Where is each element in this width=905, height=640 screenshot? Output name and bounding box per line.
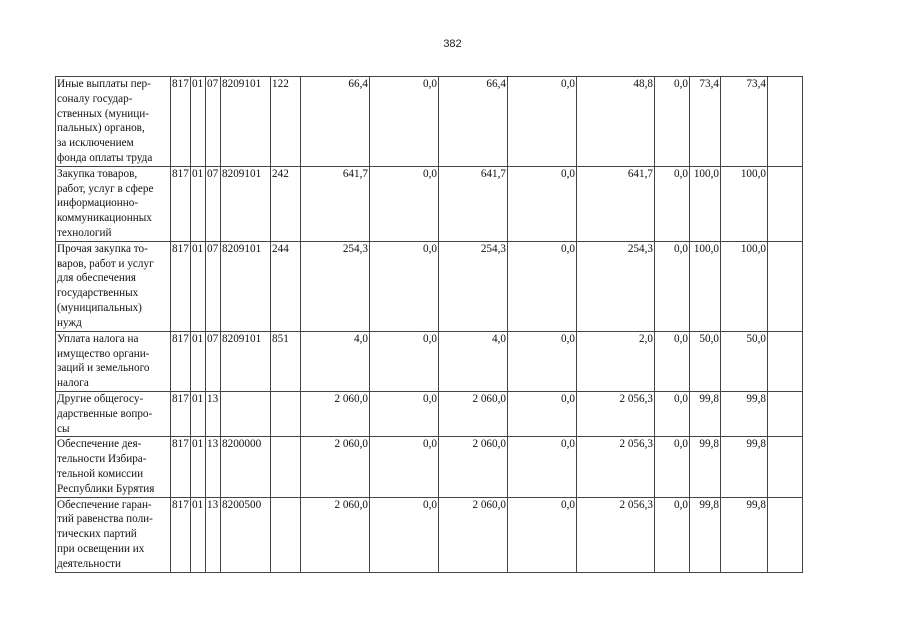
- table-row: [56, 437, 803, 497]
- expense-name-cell: [56, 391, 171, 436]
- target-article-cell: [221, 391, 271, 436]
- executed-extra-cell: 0,0: [655, 391, 690, 436]
- approved-amount-cell: 66,4: [301, 77, 370, 167]
- section-code-cell: 01: [191, 497, 206, 572]
- expense-name-line: коммуникационных: [57, 212, 152, 225]
- expense-name-line: соналу государ-: [57, 92, 133, 105]
- expense-type-cell: [271, 437, 301, 497]
- table-row: [56, 241, 803, 331]
- percent-plan-cell: 50,0: [690, 331, 721, 391]
- expense-type-cell: 851: [271, 331, 301, 391]
- ved-code-cell: 817: [171, 497, 191, 572]
- percent-refined-cell: 99,8: [721, 437, 768, 497]
- section-code-cell: 01: [191, 166, 206, 241]
- table-row: [56, 391, 803, 436]
- expense-name-line: технологий: [57, 226, 112, 239]
- expense-name-line: дарственные вопро-: [57, 407, 153, 420]
- expense-name-line: за исключением: [57, 137, 134, 150]
- refined-extra-cell: 0,0: [508, 166, 577, 241]
- approved-amount-cell: 2 060,0: [301, 437, 370, 497]
- subsection-code-cell: 13: [206, 391, 221, 436]
- percent-plan-cell: 100,0: [690, 241, 721, 331]
- executed-amount-cell: 2 056,3: [577, 497, 655, 572]
- expense-name-line: Обеспечение дея-: [57, 438, 142, 451]
- subsection-code-cell: 13: [206, 497, 221, 572]
- expense-name-line: тических партий: [57, 528, 137, 541]
- expense-name-cell: [56, 331, 171, 391]
- refined-amount-cell: 254,3: [439, 241, 508, 331]
- approved-amount-cell: 641,7: [301, 166, 370, 241]
- executed-amount-cell: 2 056,3: [577, 391, 655, 436]
- expense-name-line: Другие общегосу-: [57, 392, 144, 405]
- empty-cell: [768, 391, 803, 436]
- expense-name-cell: [56, 166, 171, 241]
- approved-extra-cell: 0,0: [370, 241, 439, 331]
- percent-refined-cell: 73,4: [721, 77, 768, 167]
- budget-table: [55, 76, 803, 573]
- target-article-cell: 8209101: [221, 166, 271, 241]
- percent-refined-cell: 100,0: [721, 241, 768, 331]
- empty-cell: [768, 166, 803, 241]
- table-row: [56, 497, 803, 572]
- section-code-cell: 01: [191, 77, 206, 167]
- section-code-cell: 01: [191, 241, 206, 331]
- ved-code-cell: 817: [171, 166, 191, 241]
- expense-name-line: тельности Избира-: [57, 453, 147, 466]
- approved-amount-cell: 4,0: [301, 331, 370, 391]
- section-code-cell: 01: [191, 437, 206, 497]
- refined-amount-cell: 66,4: [439, 77, 508, 167]
- expense-name-line: ственных (муници-: [57, 107, 149, 120]
- percent-refined-cell: 99,8: [721, 497, 768, 572]
- expense-name-line: пальных) органов,: [57, 122, 145, 135]
- ved-code-cell: 817: [171, 391, 191, 436]
- table-row: [56, 77, 803, 167]
- percent-refined-cell: 99,8: [721, 391, 768, 436]
- empty-cell: [768, 497, 803, 572]
- empty-cell: [768, 241, 803, 331]
- expense-name-line: имущество органи-: [57, 347, 150, 360]
- expense-name-line: тий равенства поли-: [57, 513, 153, 526]
- expense-name-cell: [56, 241, 171, 331]
- expense-name-line: Закупка товаров,: [57, 167, 138, 180]
- target-article-cell: 8209101: [221, 241, 271, 331]
- expense-name-line: нужд: [57, 316, 82, 329]
- percent-plan-cell: 99,8: [690, 497, 721, 572]
- refined-amount-cell: 2 060,0: [439, 497, 508, 572]
- expense-name-line: Уплата налога на: [57, 332, 139, 345]
- empty-cell: [768, 77, 803, 167]
- expense-name-line: деятельности: [57, 557, 122, 570]
- refined-extra-cell: 0,0: [508, 391, 577, 436]
- executed-extra-cell: 0,0: [655, 77, 690, 167]
- expense-name-line: работ, услуг в сфере: [57, 182, 154, 195]
- ved-code-cell: 817: [171, 437, 191, 497]
- subsection-code-cell: 13: [206, 437, 221, 497]
- subsection-code-cell: 07: [206, 166, 221, 241]
- refined-amount-cell: 4,0: [439, 331, 508, 391]
- subsection-code-cell: 07: [206, 241, 221, 331]
- expense-name-cell: [56, 77, 171, 167]
- subsection-code-cell: 07: [206, 331, 221, 391]
- expense-type-cell: 244: [271, 241, 301, 331]
- refined-extra-cell: 0,0: [508, 497, 577, 572]
- expense-name-line: для обеспечения: [57, 272, 136, 285]
- executed-extra-cell: 0,0: [655, 166, 690, 241]
- expense-name-line: Республики Бурятия: [57, 482, 155, 495]
- percent-plan-cell: 73,4: [690, 77, 721, 167]
- approved-extra-cell: 0,0: [370, 437, 439, 497]
- percent-plan-cell: 99,8: [690, 391, 721, 436]
- refined-extra-cell: 0,0: [508, 331, 577, 391]
- approved-extra-cell: 0,0: [370, 391, 439, 436]
- approved-extra-cell: 0,0: [370, 166, 439, 241]
- table-row: [56, 331, 803, 391]
- expense-name-line: налога: [57, 377, 89, 390]
- approved-amount-cell: 2 060,0: [301, 391, 370, 436]
- expense-name-line: варов, работ и услуг: [57, 257, 154, 270]
- expense-name-line: информационно-: [57, 197, 139, 210]
- ved-code-cell: 817: [171, 77, 191, 167]
- expense-type-cell: 122: [271, 77, 301, 167]
- expense-name-line: сы: [57, 422, 70, 435]
- executed-extra-cell: 0,0: [655, 241, 690, 331]
- table-body: [56, 77, 803, 573]
- executed-extra-cell: 0,0: [655, 331, 690, 391]
- expense-name-line: тельной комиссии: [57, 467, 144, 480]
- executed-amount-cell: 2 056,3: [577, 437, 655, 497]
- percent-plan-cell: 99,8: [690, 437, 721, 497]
- target-article-cell: 8209101: [221, 331, 271, 391]
- expense-name-cell: [56, 437, 171, 497]
- ved-code-cell: 817: [171, 241, 191, 331]
- percent-plan-cell: 100,0: [690, 166, 721, 241]
- target-article-cell: 8200000: [221, 437, 271, 497]
- expense-name-line: Прочая закупка то-: [57, 242, 148, 255]
- percent-refined-cell: 100,0: [721, 166, 768, 241]
- refined-extra-cell: 0,0: [508, 437, 577, 497]
- refined-extra-cell: 0,0: [508, 77, 577, 167]
- expense-type-cell: 242: [271, 166, 301, 241]
- approved-amount-cell: 254,3: [301, 241, 370, 331]
- executed-amount-cell: 2,0: [577, 331, 655, 391]
- page-number: 382: [443, 38, 462, 50]
- subsection-code-cell: 07: [206, 77, 221, 167]
- refined-amount-cell: 2 060,0: [439, 391, 508, 436]
- expense-name-line: заций и земельного: [57, 362, 150, 375]
- target-article-cell: 8209101: [221, 77, 271, 167]
- expense-name-line: фонда оплаты труда: [57, 151, 153, 164]
- expense-name-line: государственных: [57, 287, 139, 300]
- refined-amount-cell: 641,7: [439, 166, 508, 241]
- refined-extra-cell: 0,0: [508, 241, 577, 331]
- executed-amount-cell: 641,7: [577, 166, 655, 241]
- expense-name-line: Иные выплаты пер-: [57, 78, 151, 90]
- refined-amount-cell: 2 060,0: [439, 437, 508, 497]
- executed-extra-cell: 0,0: [655, 497, 690, 572]
- executed-amount-cell: 48,8: [577, 77, 655, 167]
- expense-name-line: при освещении их: [57, 542, 145, 555]
- expense-name-line: Обеспечение гаран-: [57, 498, 152, 511]
- ved-code-cell: 817: [171, 331, 191, 391]
- percent-refined-cell: 50,0: [721, 331, 768, 391]
- executed-amount-cell: 254,3: [577, 241, 655, 331]
- approved-amount-cell: 2 060,0: [301, 497, 370, 572]
- approved-extra-cell: 0,0: [370, 497, 439, 572]
- approved-extra-cell: 0,0: [370, 331, 439, 391]
- expense-name-line: (муниципальных): [57, 301, 142, 314]
- target-article-cell: 8200500: [221, 497, 271, 572]
- table-row: [56, 166, 803, 241]
- approved-extra-cell: 0,0: [370, 77, 439, 167]
- section-code-cell: 01: [191, 331, 206, 391]
- expense-type-cell: [271, 391, 301, 436]
- empty-cell: [768, 331, 803, 391]
- empty-cell: [768, 437, 803, 497]
- expense-type-cell: [271, 497, 301, 572]
- section-code-cell: 01: [191, 391, 206, 436]
- expense-name-cell: [56, 497, 171, 572]
- executed-extra-cell: 0,0: [655, 437, 690, 497]
